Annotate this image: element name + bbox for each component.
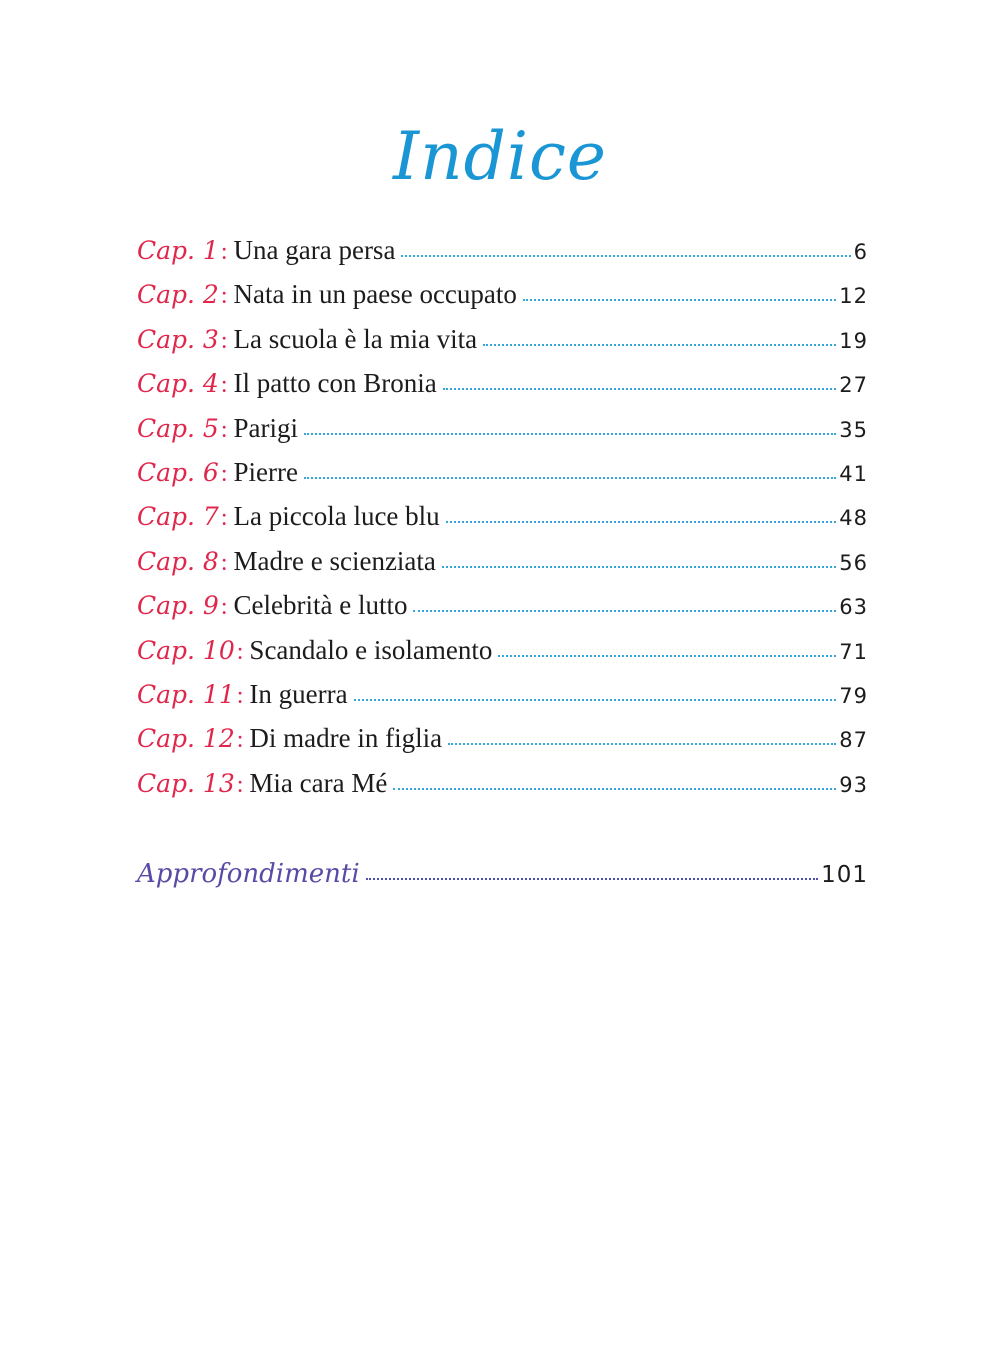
separator: : [236, 771, 244, 798]
separator: : [220, 460, 228, 487]
page-number: 93 [839, 772, 868, 797]
chapter-number: Cap. 13 [137, 768, 235, 798]
chapter-title: Parigi [233, 412, 299, 443]
chapter-title: Madre e scienziata [233, 545, 436, 576]
toc-entry[interactable] [137, 450, 868, 494]
page-number: 12 [839, 284, 868, 309]
toc-entry-appendix[interactable] [137, 852, 868, 896]
chapter-title: Una gara persa [233, 235, 396, 265]
chapter-number: Cap. 6 [137, 457, 219, 487]
page-number: 79 [839, 683, 868, 708]
page-number: 63 [839, 595, 868, 620]
page-number: 71 [839, 639, 868, 664]
dot-leader [304, 433, 836, 435]
separator: : [220, 549, 228, 576]
toc-entry[interactable] [137, 494, 868, 538]
toc-list [137, 228, 868, 805]
dot-leader [442, 566, 836, 568]
chapter-title: Scandalo e isolamento [249, 634, 493, 665]
separator: : [220, 594, 228, 621]
toc-entry[interactable] [137, 761, 868, 805]
separator: : [220, 327, 228, 354]
dot-leader [523, 299, 836, 301]
page-number: 19 [839, 328, 868, 353]
chapter-number: Cap. 1 [137, 236, 219, 265]
separator: : [220, 416, 228, 443]
chapter-number: Cap. 5 [137, 413, 219, 443]
chapter-number: Cap. 10 [137, 635, 235, 665]
chapter-title: In guerra [249, 678, 348, 709]
toc-entry[interactable] [137, 406, 868, 450]
page-number: 41 [839, 461, 868, 486]
toc-entry[interactable] [137, 583, 868, 627]
page-number: 27 [839, 373, 868, 398]
separator: : [220, 283, 228, 310]
chapter-title: Di madre in figlia [249, 723, 443, 754]
page-number: 101 [821, 862, 868, 888]
chapter-number: Cap. 8 [137, 546, 219, 576]
chapter-title: Nata in un paese occupato [233, 279, 517, 310]
separator: : [220, 239, 228, 265]
chapter-title: La piccola luce blu [233, 501, 440, 532]
dot-leader [304, 477, 836, 479]
chapter-number: Cap. 9 [137, 591, 219, 621]
dot-leader [401, 255, 850, 257]
dot-leader [448, 743, 836, 745]
separator: : [236, 727, 244, 754]
toc-entry[interactable] [137, 272, 868, 316]
chapter-number: Cap. 11 [137, 679, 235, 709]
page-number: 56 [839, 550, 868, 575]
toc-entry[interactable] [137, 539, 868, 583]
separator: : [220, 505, 228, 532]
page-number: 35 [839, 417, 868, 442]
toc-entry[interactable] [137, 716, 868, 760]
chapter-title: Celebrità e lutto [233, 590, 408, 621]
toc-entry[interactable] [137, 361, 868, 405]
dot-leader [446, 521, 837, 523]
toc-entry[interactable] [137, 228, 868, 272]
page-number: 48 [839, 506, 868, 531]
dot-leader [443, 388, 837, 390]
appendix-label: Approfondimenti [137, 859, 360, 889]
separator: : [236, 682, 244, 709]
chapter-title: Pierre [233, 456, 298, 487]
page-number: 87 [839, 728, 868, 753]
dot-leader [393, 788, 836, 790]
dot-leader [498, 655, 836, 657]
dot-leader [354, 699, 837, 701]
toc-entry[interactable] [137, 628, 868, 672]
dot-leader [483, 344, 836, 346]
chapter-number: Cap. 2 [137, 280, 219, 310]
chapter-title: La scuola è la mia vita [233, 323, 478, 354]
toc-entry[interactable] [137, 317, 868, 361]
chapter-number: Cap. 12 [137, 724, 235, 754]
chapter-number: Cap. 4 [137, 369, 219, 399]
separator: : [236, 638, 244, 665]
chapter-title: Il patto con Bronia [233, 368, 437, 399]
page-number: 6 [853, 240, 868, 264]
page-title: Indice [393, 118, 607, 195]
chapter-number: Cap. 3 [137, 324, 219, 354]
toc-entry[interactable] [137, 672, 868, 716]
separator: : [220, 372, 228, 399]
dot-leader [366, 878, 818, 880]
chapter-title: Mia cara Mé [249, 767, 388, 798]
dot-leader [413, 610, 836, 612]
chapter-number: Cap. 7 [137, 502, 219, 532]
